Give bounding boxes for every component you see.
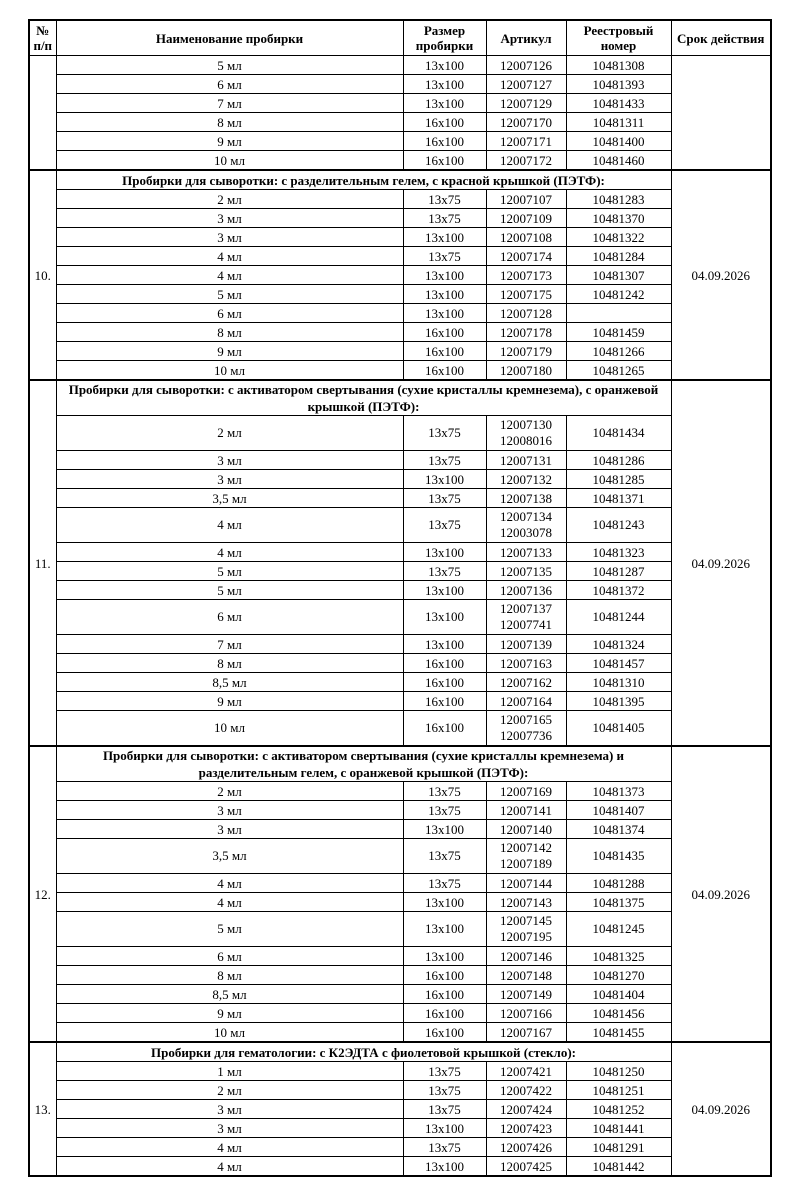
- section-number-cell: 11.: [29, 380, 56, 746]
- tube-size-cell: 13x75: [403, 247, 486, 266]
- tube-name-cell: 6 мл: [56, 600, 403, 635]
- table-row: [29, 323, 771, 342]
- article-cell: 12007425: [486, 1157, 566, 1177]
- table-row: [29, 711, 771, 747]
- tube-size-cell: 13x75: [403, 874, 486, 893]
- section-title-cell: Пробирки для гематологии: с К2ЭДТА с фиолетовой крышкой (стекло):: [56, 1042, 671, 1062]
- article-cell: 12007143: [486, 893, 566, 912]
- article-cell: 12007148: [486, 966, 566, 985]
- registry-number-cell: 10481373: [566, 782, 671, 801]
- table-row: [29, 113, 771, 132]
- registry-number-cell: 10481400: [566, 132, 671, 151]
- article-cell: 12007172: [486, 151, 566, 171]
- tube-name-cell: 7 мл: [56, 94, 403, 113]
- table-row: [29, 342, 771, 361]
- validity-cell: [671, 56, 771, 171]
- table-row: [29, 151, 771, 171]
- registry-number-cell: 10481244: [566, 600, 671, 635]
- tube-name-cell: 5 мл: [56, 912, 403, 947]
- table-row: [29, 56, 771, 75]
- table-row: [29, 874, 771, 893]
- table-row: [29, 1023, 771, 1043]
- tube-size-cell: 16x100: [403, 1004, 486, 1023]
- tube-name-cell: 4 мл: [56, 508, 403, 543]
- table-row: [29, 451, 771, 470]
- table-row: [29, 947, 771, 966]
- validity-cell: 04.09.2026: [671, 170, 771, 380]
- table-row: [29, 1119, 771, 1138]
- registry-number-cell: 10481433: [566, 94, 671, 113]
- tube-size-cell: 13x100: [403, 304, 486, 323]
- table-row: [29, 94, 771, 113]
- article-cell: 12007166: [486, 1004, 566, 1023]
- tube-name-cell: 3,5 мл: [56, 839, 403, 874]
- registry-number-cell: 10481287: [566, 562, 671, 581]
- article-cell: 12007178: [486, 323, 566, 342]
- tube-name-cell: 5 мл: [56, 562, 403, 581]
- article-cell: 12007173: [486, 266, 566, 285]
- tube-size-cell: 16x100: [403, 342, 486, 361]
- table-row: [29, 247, 771, 266]
- tube-name-cell: 3 мл: [56, 801, 403, 820]
- tube-name-cell: 6 мл: [56, 75, 403, 94]
- table-row: [29, 75, 771, 94]
- table-row: [29, 361, 771, 381]
- table-row: [29, 893, 771, 912]
- column-header-name: Наименование пробирки: [56, 20, 403, 56]
- article-cell: 12007426: [486, 1138, 566, 1157]
- tube-size-cell: 13x100: [403, 912, 486, 947]
- registry-number-cell: 10481393: [566, 75, 671, 94]
- registry-number-cell: 10481266: [566, 342, 671, 361]
- table-header-row: [29, 20, 771, 56]
- validity-cell: 04.09.2026: [671, 1042, 771, 1176]
- tube-size-cell: 13x75: [403, 1081, 486, 1100]
- registry-number-cell: 10481434: [566, 416, 671, 451]
- registry-number-cell: 10481435: [566, 839, 671, 874]
- table-row: [29, 801, 771, 820]
- tube-size-cell: 13x75: [403, 451, 486, 470]
- table-row: [29, 839, 771, 874]
- tube-size-cell: 16x100: [403, 966, 486, 985]
- tube-size-cell: 13x100: [403, 893, 486, 912]
- tube-size-cell: 16x100: [403, 361, 486, 381]
- tube-size-cell: 13x100: [403, 581, 486, 600]
- section-title-cell: Пробирки для сыворотки: с активатором свертывания (сухие кристаллы кремнезема), с оранжевой крышкой (ПЭТФ):: [56, 380, 671, 416]
- tube-name-cell: 3,5 мл: [56, 489, 403, 508]
- article-cell: 12007180: [486, 361, 566, 381]
- article-cell: 12007164: [486, 692, 566, 711]
- article-cell: 12007139: [486, 635, 566, 654]
- tube-size-cell: 13x100: [403, 600, 486, 635]
- article-cell: 12007107: [486, 190, 566, 209]
- table-row: [29, 132, 771, 151]
- article-cell: 12007140: [486, 820, 566, 839]
- registry-number-cell: 10481308: [566, 56, 671, 75]
- article-cell: 12007169: [486, 782, 566, 801]
- article-cell: 12007171: [486, 132, 566, 151]
- tube-size-cell: 13x75: [403, 1062, 486, 1081]
- article-cell: 12007130 12008016: [486, 416, 566, 451]
- tube-name-cell: 8,5 мл: [56, 985, 403, 1004]
- registry-number-cell: 10481372: [566, 581, 671, 600]
- table-row: [29, 470, 771, 489]
- table-row: [29, 209, 771, 228]
- tube-size-cell: 13x75: [403, 1100, 486, 1119]
- registry-number-cell: 10481251: [566, 1081, 671, 1100]
- article-cell: 12007170: [486, 113, 566, 132]
- registry-number-cell: 10481283: [566, 190, 671, 209]
- registry-number-cell: 10481460: [566, 151, 671, 171]
- section-number-cell: 10.: [29, 170, 56, 380]
- article-cell: 12007132: [486, 470, 566, 489]
- tube-name-cell: 3 мл: [56, 228, 403, 247]
- tube-name-cell: 10 мл: [56, 1023, 403, 1043]
- tube-size-cell: 16x100: [403, 113, 486, 132]
- table-row: [29, 654, 771, 673]
- tube-size-cell: 13x75: [403, 209, 486, 228]
- section-title-cell: Пробирки для сыворотки: с активатором свертывания (сухие кристаллы кремнезема) и разделительным гелем, с оранжевой крышкой (ПЭТФ):: [56, 746, 671, 782]
- article-cell: 12007135: [486, 562, 566, 581]
- registry-number-cell: 10481407: [566, 801, 671, 820]
- tube-size-cell: 13x75: [403, 801, 486, 820]
- column-header-validity: Срок действия: [671, 20, 771, 56]
- section-number-cell: [29, 56, 56, 171]
- tube-size-cell: 13x75: [403, 1138, 486, 1157]
- tube-name-cell: 8 мл: [56, 113, 403, 132]
- article-cell: 12007424: [486, 1100, 566, 1119]
- column-header-reg: Реестровый номер: [566, 20, 671, 56]
- section-title-cell: Пробирки для сыворотки: с разделительным гелем, с красной крышкой (ПЭТФ):: [56, 170, 671, 190]
- article-cell: 12007126: [486, 56, 566, 75]
- section-number-cell: 13.: [29, 1042, 56, 1176]
- tube-name-cell: 7 мл: [56, 635, 403, 654]
- tube-size-cell: 16x100: [403, 654, 486, 673]
- table-row: [29, 266, 771, 285]
- tube-size-cell: 13x75: [403, 562, 486, 581]
- tube-name-cell: 3 мл: [56, 820, 403, 839]
- tube-size-cell: 16x100: [403, 985, 486, 1004]
- table-row: [29, 635, 771, 654]
- tube-name-cell: 8,5 мл: [56, 673, 403, 692]
- section-header-row: [29, 170, 771, 190]
- registry-number-cell: 10481442: [566, 1157, 671, 1177]
- tube-size-cell: 13x75: [403, 782, 486, 801]
- tube-size-cell: 13x100: [403, 1119, 486, 1138]
- table-row: [29, 543, 771, 562]
- article-cell: 12007165 12007736: [486, 711, 566, 747]
- registry-number-cell: 10481456: [566, 1004, 671, 1023]
- article-cell: 12007162: [486, 673, 566, 692]
- tube-name-cell: 3 мл: [56, 1119, 403, 1138]
- registry-number-cell: 10481310: [566, 673, 671, 692]
- article-cell: 12007421: [486, 1062, 566, 1081]
- tube-size-cell: 13x100: [403, 56, 486, 75]
- registry-number-cell: 10481395: [566, 692, 671, 711]
- section-header-row: [29, 1042, 771, 1062]
- tube-size-cell: 16x100: [403, 323, 486, 342]
- table-row: [29, 600, 771, 635]
- article-cell: 12007179: [486, 342, 566, 361]
- registry-number-cell: 10481457: [566, 654, 671, 673]
- registry-number-cell: 10481325: [566, 947, 671, 966]
- table-row: [29, 1138, 771, 1157]
- article-cell: 12007175: [486, 285, 566, 304]
- tube-name-cell: 4 мл: [56, 1157, 403, 1177]
- tube-size-cell: 13x75: [403, 416, 486, 451]
- tube-size-cell: 16x100: [403, 692, 486, 711]
- article-cell: 12007142 12007189: [486, 839, 566, 874]
- tube-name-cell: 2 мл: [56, 416, 403, 451]
- registry-number-cell: 10481243: [566, 508, 671, 543]
- registry-number-cell: 10481291: [566, 1138, 671, 1157]
- tube-name-cell: 9 мл: [56, 342, 403, 361]
- table-row: [29, 912, 771, 947]
- registry-number-cell: 10481250: [566, 1062, 671, 1081]
- article-cell: 12007146: [486, 947, 566, 966]
- table-body: [29, 56, 771, 1177]
- table-row: [29, 966, 771, 985]
- table-row: [29, 562, 771, 581]
- table-row: [29, 228, 771, 247]
- tube-size-cell: 13x75: [403, 489, 486, 508]
- tube-size-cell: 13x100: [403, 470, 486, 489]
- registry-number-cell: 10481270: [566, 966, 671, 985]
- tube-name-cell: 2 мл: [56, 1081, 403, 1100]
- validity-cell: 04.09.2026: [671, 380, 771, 746]
- tube-name-cell: 3 мл: [56, 1100, 403, 1119]
- tube-name-cell: 4 мл: [56, 874, 403, 893]
- tube-size-cell: 16x100: [403, 673, 486, 692]
- tube-name-cell: 5 мл: [56, 285, 403, 304]
- tube-name-cell: 6 мл: [56, 947, 403, 966]
- registry-number-cell: 10481265: [566, 361, 671, 381]
- tube-name-cell: 10 мл: [56, 151, 403, 171]
- tube-name-cell: 9 мл: [56, 692, 403, 711]
- tube-size-cell: 16x100: [403, 151, 486, 171]
- article-cell: 12007108: [486, 228, 566, 247]
- tube-name-cell: 4 мл: [56, 1138, 403, 1157]
- table-row: [29, 489, 771, 508]
- table-row: [29, 416, 771, 451]
- tube-size-cell: 13x75: [403, 839, 486, 874]
- tube-name-cell: 5 мл: [56, 56, 403, 75]
- article-cell: 12007167: [486, 1023, 566, 1043]
- tube-size-cell: 13x100: [403, 228, 486, 247]
- article-cell: 12007149: [486, 985, 566, 1004]
- column-header-num: № п/п: [29, 20, 56, 56]
- table-row: [29, 1062, 771, 1081]
- tube-name-cell: 3 мл: [56, 470, 403, 489]
- section-header-row: [29, 380, 771, 416]
- tube-size-cell: 13x100: [403, 75, 486, 94]
- table-row: [29, 1157, 771, 1177]
- tube-name-cell: 4 мл: [56, 247, 403, 266]
- tube-size-cell: 16x100: [403, 132, 486, 151]
- tube-name-cell: 4 мл: [56, 543, 403, 562]
- section-number-cell: 12.: [29, 746, 56, 1042]
- table-row: [29, 782, 771, 801]
- article-cell: 12007138: [486, 489, 566, 508]
- tube-name-cell: 10 мл: [56, 711, 403, 747]
- validity-cell: 04.09.2026: [671, 746, 771, 1042]
- registry-number-cell: 10481370: [566, 209, 671, 228]
- article-cell: 12007145 12007195: [486, 912, 566, 947]
- registry-number-cell: 10481375: [566, 893, 671, 912]
- table-row: [29, 304, 771, 323]
- article-cell: 12007163: [486, 654, 566, 673]
- tube-size-cell: 16x100: [403, 711, 486, 747]
- tube-name-cell: 4 мл: [56, 893, 403, 912]
- table-row: [29, 673, 771, 692]
- tube-name-cell: 1 мл: [56, 1062, 403, 1081]
- tube-size-cell: 13x75: [403, 508, 486, 543]
- tube-name-cell: 9 мл: [56, 132, 403, 151]
- article-cell: 12007141: [486, 801, 566, 820]
- tube-name-cell: 6 мл: [56, 304, 403, 323]
- table-row: [29, 692, 771, 711]
- article-cell: 12007423: [486, 1119, 566, 1138]
- tube-size-cell: 13x100: [403, 266, 486, 285]
- tube-size-cell: 13x100: [403, 635, 486, 654]
- tube-size-cell: 13x100: [403, 543, 486, 562]
- registry-number-cell: 10481405: [566, 711, 671, 747]
- registry-number-cell: 10481252: [566, 1100, 671, 1119]
- registry-number-cell: 10481455: [566, 1023, 671, 1043]
- tube-size-cell: 13x100: [403, 1157, 486, 1177]
- registry-number-cell: 10481284: [566, 247, 671, 266]
- table-row: [29, 581, 771, 600]
- registry-number-cell: 10481323: [566, 543, 671, 562]
- column-header-article: Артикул: [486, 20, 566, 56]
- table-row: [29, 1081, 771, 1100]
- tube-name-cell: 4 мл: [56, 266, 403, 285]
- article-cell: 12007136: [486, 581, 566, 600]
- tube-size-cell: 13x100: [403, 947, 486, 966]
- registry-number-cell: [566, 304, 671, 323]
- tube-name-cell: 2 мл: [56, 782, 403, 801]
- tube-name-cell: 8 мл: [56, 966, 403, 985]
- tube-size-cell: 13x100: [403, 285, 486, 304]
- registry-number-cell: 10481242: [566, 285, 671, 304]
- registry-number-cell: 10481371: [566, 489, 671, 508]
- article-cell: 12007422: [486, 1081, 566, 1100]
- article-cell: 12007128: [486, 304, 566, 323]
- table-row: [29, 508, 771, 543]
- tube-name-cell: 9 мл: [56, 1004, 403, 1023]
- tube-name-cell: 8 мл: [56, 654, 403, 673]
- registry-number-cell: 10481324: [566, 635, 671, 654]
- table-row: [29, 285, 771, 304]
- tube-registry-table: [28, 19, 772, 1177]
- article-cell: 12007134 12003078: [486, 508, 566, 543]
- tube-size-cell: 13x100: [403, 94, 486, 113]
- section-header-row: [29, 746, 771, 782]
- table-row: [29, 820, 771, 839]
- registry-number-cell: 10481374: [566, 820, 671, 839]
- tube-size-cell: 13x100: [403, 820, 486, 839]
- tube-name-cell: 10 мл: [56, 361, 403, 381]
- registry-number-cell: 10481285: [566, 470, 671, 489]
- article-cell: 12007144: [486, 874, 566, 893]
- tube-name-cell: 3 мл: [56, 209, 403, 228]
- tube-name-cell: 8 мл: [56, 323, 403, 342]
- table-row: [29, 190, 771, 209]
- article-cell: 12007131: [486, 451, 566, 470]
- registry-number-cell: 10481288: [566, 874, 671, 893]
- registry-number-cell: 10481286: [566, 451, 671, 470]
- table-row: [29, 1004, 771, 1023]
- article-cell: 12007109: [486, 209, 566, 228]
- registry-number-cell: 10481322: [566, 228, 671, 247]
- tube-name-cell: 3 мл: [56, 451, 403, 470]
- registry-number-cell: 10481404: [566, 985, 671, 1004]
- article-cell: 12007174: [486, 247, 566, 266]
- table-row: [29, 985, 771, 1004]
- table-header: [29, 20, 771, 56]
- article-cell: 12007127: [486, 75, 566, 94]
- table-row: [29, 1100, 771, 1119]
- registry-number-cell: 10481307: [566, 266, 671, 285]
- registry-number-cell: 10481459: [566, 323, 671, 342]
- article-cell: 12007137 12007741: [486, 600, 566, 635]
- article-cell: 12007129: [486, 94, 566, 113]
- registry-number-cell: 10481245: [566, 912, 671, 947]
- article-cell: 12007133: [486, 543, 566, 562]
- tube-size-cell: 13x75: [403, 190, 486, 209]
- tube-name-cell: 5 мл: [56, 581, 403, 600]
- column-header-size: Размер пробирки: [403, 20, 486, 56]
- registry-number-cell: 10481441: [566, 1119, 671, 1138]
- tube-size-cell: 16x100: [403, 1023, 486, 1043]
- tube-name-cell: 2 мл: [56, 190, 403, 209]
- registry-number-cell: 10481311: [566, 113, 671, 132]
